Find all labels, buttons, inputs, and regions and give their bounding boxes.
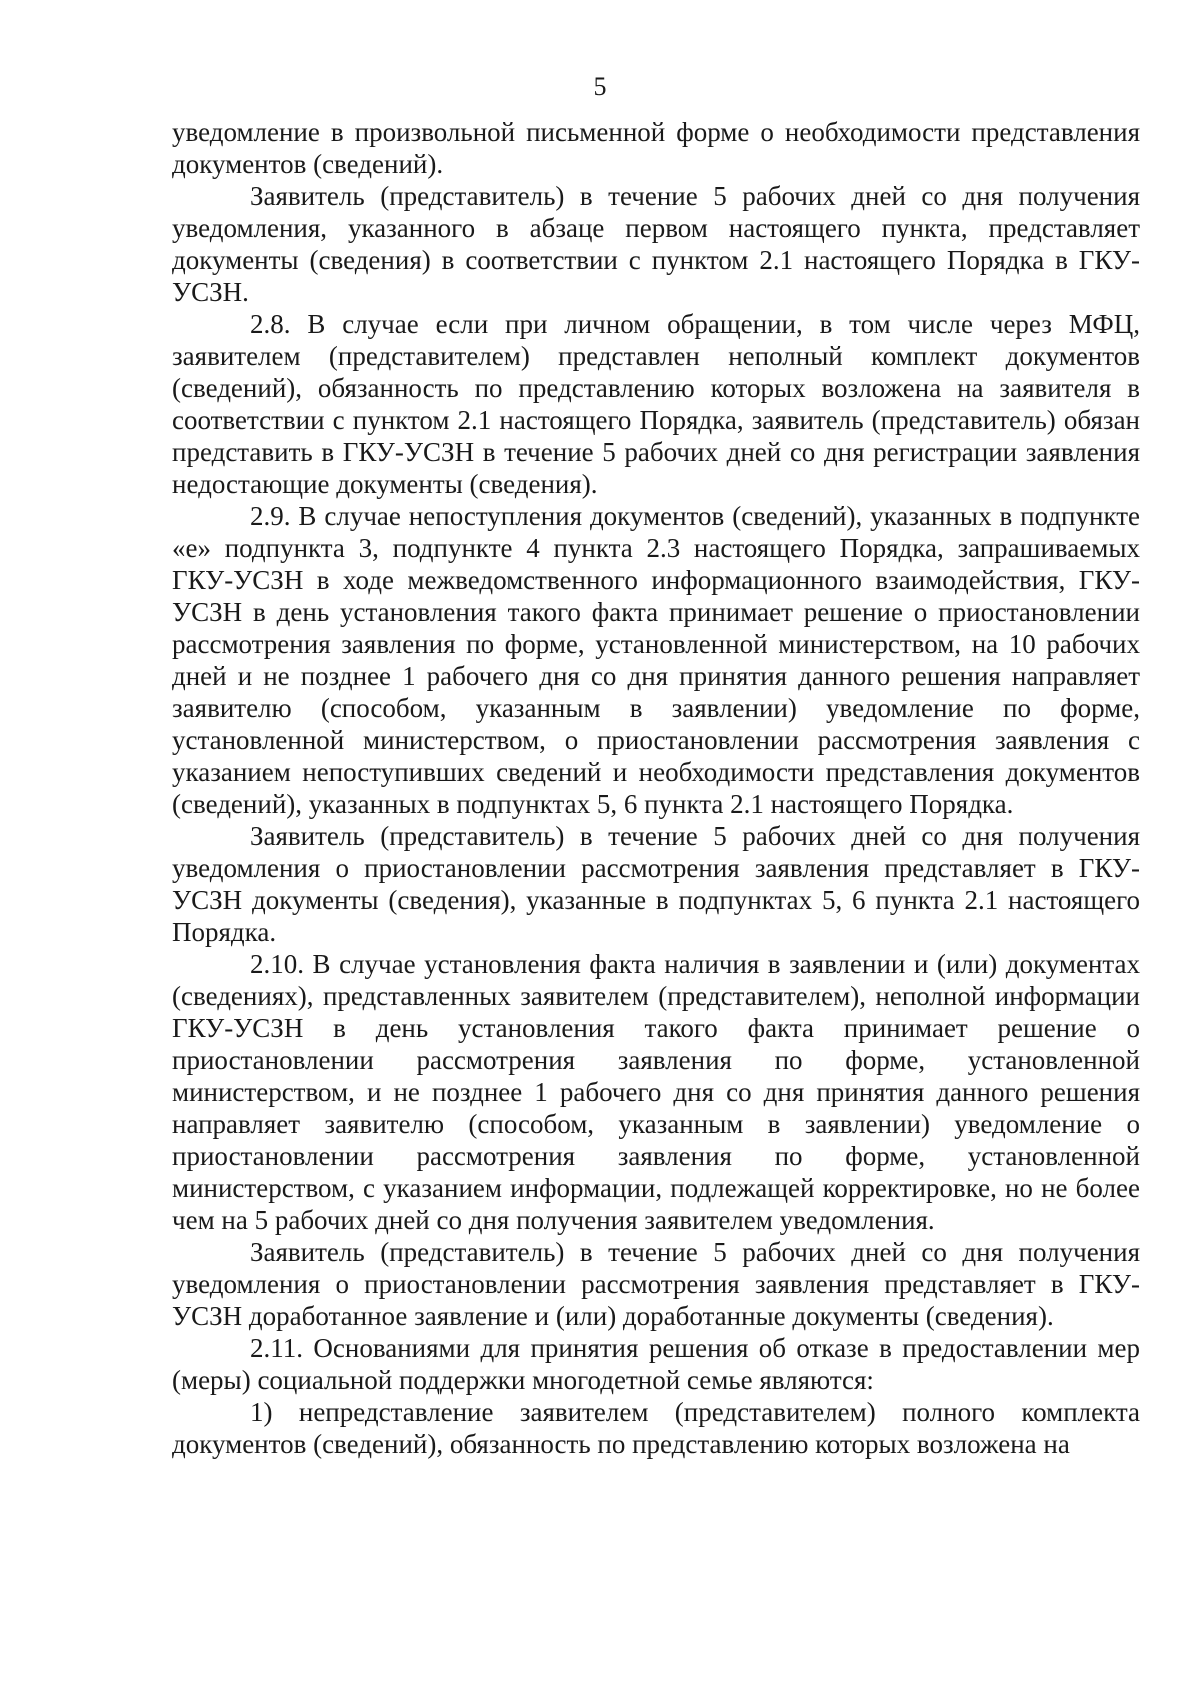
paragraph-list-item-1: 1) непредставление заявителем (представителем) полного комплекта документов (сведений), обязанность по представлению которых возложена на bbox=[172, 1397, 1140, 1459]
paragraph: Заявитель (представитель) в течение 5 рабочих дней со дня получения уведомления о приостановлении рассмотрения заявления представляет в ГКУ-УСЗН доработанное заявление и (или) доработанные документы (сведения). bbox=[172, 1237, 1140, 1331]
paragraph: Заявитель (представитель) в течение 5 рабочих дней со дня получения уведомления о приостановлении рассмотрения заявления представляет в ГКУ-УСЗН документы (сведения), указанные в подпунктах 5, 6 пункта 2.1 настоящего Порядка. bbox=[172, 821, 1140, 947]
page-number: 5 bbox=[593, 72, 607, 101]
paragraph: Заявитель (представитель) в течение 5 рабочих дней со дня получения уведомления, указанного в абзаце первом настоящего пункта, представляет документы (сведения) в соответствии с пунктом 2.1 настоящего Порядка в ГКУ-УСЗН. bbox=[172, 181, 1140, 307]
paragraph-2-10: 2.10. В случае установления факта наличия в заявлении и (или) документах (сведениях), представленных заявителем (представителем), неполной информации ГКУ-УСЗН в день установления такого факта принимает решение о приостановлении рассмотрения заявления по форме, установленной министерством, и не позднее 1 рабочего дня со дня принятия данного решения направляет заявителю (способом, указанным в заявлении) уведомление о приостановлении рассмотрения заявления по форме, установленной министерством, с указанием информации, подлежащей корректировке, но не более чем на 5 рабочих дней со дня получения заявителем уведомления. bbox=[172, 949, 1140, 1235]
paragraph-2-8: 2.8. В случае если при личном обращении, в том числе через МФЦ, заявителем (представителем) представлен неполный комплект документов (сведений), обязанность по представлению которых возложена на заявителя в соответствии с пунктом 2.1 настоящего Порядка, заявитель (представитель) обязан представить в ГКУ-УСЗН в течение 5 рабочих дней со дня регистрации заявления недостающие документы (сведения). bbox=[172, 309, 1140, 499]
paragraph-2-11: 2.11. Основаниями для принятия решения об отказе в предоставлении мер (меры) социальной поддержки многодетной семье являются: bbox=[172, 1333, 1140, 1395]
paragraph-continuation: уведомление в произвольной письменной форме о необходимости представления документов (сведений). bbox=[172, 117, 1140, 179]
paragraph-2-9: 2.9. В случае непоступления документов (сведений), указанных в подпункте «е» подпункта 3, подпункте 4 пункта 2.3 настоящего Порядка, запрашиваемых ГКУ-УСЗН в ходе межведомственного информационного взаимодействия, ГКУ-УСЗН в день установления такого факта принимает решение о приостановлении рассмотрения заявления по форме, установленной министерством, на 10 рабочих дней и не позднее 1 рабочего дня со дня принятия данного решения направляет заявителю (способом, указанным в заявлении) уведомление по форме, установленной министерством, о приостановлении рассмотрения заявления с указанием непоступивших сведений и необходимости представления документов (сведений), указанных в подпунктах 5, 6 пункта 2.1 настоящего Порядка. bbox=[172, 501, 1140, 819]
document-body bbox=[172, 116, 1140, 1460]
